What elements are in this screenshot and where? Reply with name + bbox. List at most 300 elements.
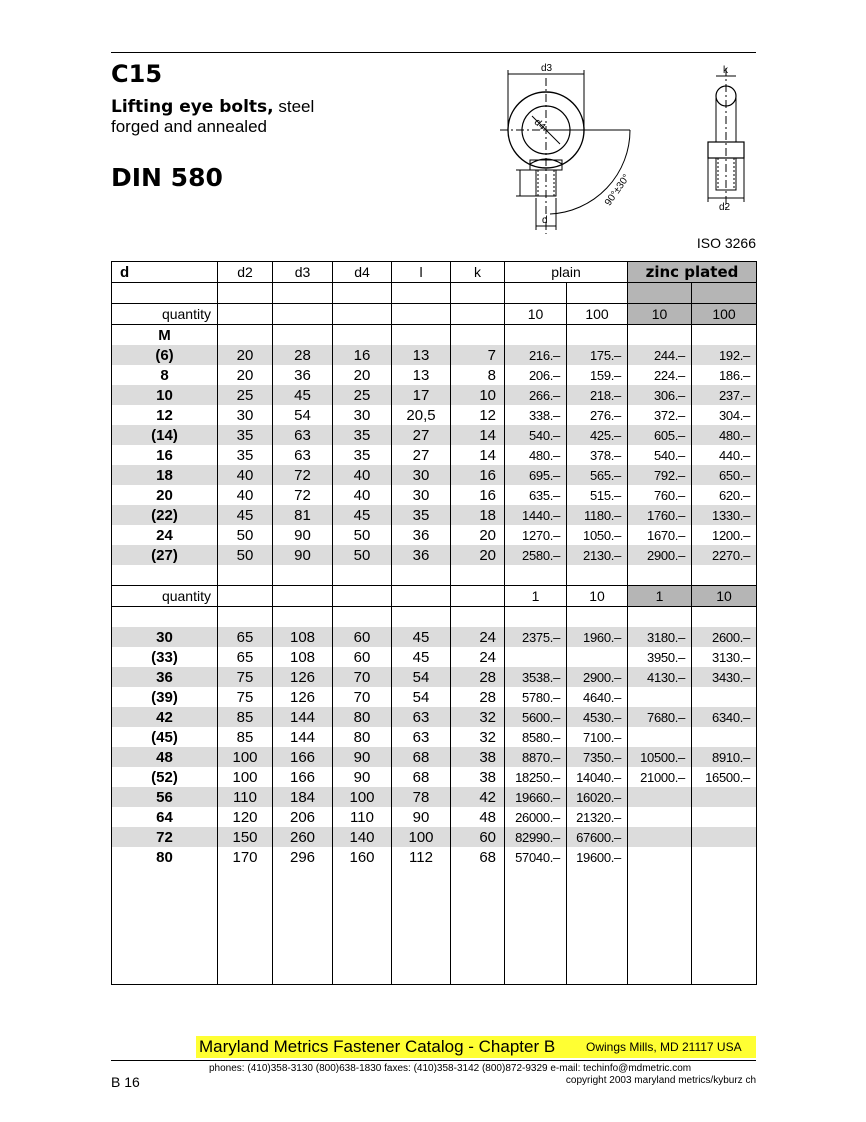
value-d3: 45 [273,385,333,405]
empty-cell [692,283,757,304]
value-k: 12 [451,405,505,425]
empty-cell [505,565,567,586]
empty-cell [333,304,392,325]
value-d4: 100 [333,787,392,807]
price-plain-large: 4640.– [567,687,628,707]
price-plain-large: 515.– [567,485,628,505]
quantity-row [112,586,757,607]
value-d3: 63 [273,425,333,445]
value-d2: 75 [218,687,273,707]
value-l: 100 [392,827,451,847]
dimension-price-table [111,261,757,985]
price-plain-large: 21320.– [567,807,628,827]
empty-cell [218,304,273,325]
d-label: d [542,215,548,226]
price-plain-large: 1180.– [567,505,628,525]
price-zinc-large: 192.– [692,345,757,365]
value-k: 14 [451,445,505,465]
value-d2: 50 [218,545,273,565]
empty-cell [333,283,392,304]
empty-cell [112,867,218,985]
thread-size: (52) [112,767,218,787]
price-plain-large: 67600.– [567,827,628,847]
value-l: 35 [392,505,451,525]
price-zinc-large: 186.– [692,365,757,385]
value-d4: 60 [333,647,392,667]
thread-size: (45) [112,727,218,747]
thread-size: 20 [112,485,218,505]
table-row [112,667,757,687]
empty-cell [333,325,392,346]
value-l: 13 [392,345,451,365]
price-zinc-small: 3180.– [628,627,692,647]
empty-cell [273,586,333,607]
price-plain-small: 8580.– [505,727,567,747]
empty-cell [692,325,757,346]
blank-row [112,283,757,304]
page-number: B 16 [111,1074,140,1090]
table-row [112,545,757,565]
table-row [112,627,757,647]
value-d2: 100 [218,747,273,767]
value-l: 30 [392,485,451,505]
value-d4: 90 [333,747,392,767]
price-zinc-small: 1670.– [628,525,692,545]
price-zinc-large: 8910.– [692,747,757,767]
price-zinc-large [692,847,757,867]
value-d3: 144 [273,727,333,747]
thread-size: 36 [112,667,218,687]
value-k: 28 [451,667,505,687]
price-plain-large: 14040.– [567,767,628,787]
value-l: 78 [392,787,451,807]
empty-cell [628,607,692,628]
table-row [112,647,757,667]
value-d2: 85 [218,707,273,727]
price-plain-small: 695.– [505,465,567,485]
price-plain-small: 26000.– [505,807,567,827]
value-l: 36 [392,525,451,545]
empty-cell [273,867,333,985]
price-plain-small: 18250.– [505,767,567,787]
value-d4: 90 [333,767,392,787]
value-d4: 35 [333,445,392,465]
price-zinc-small [628,727,692,747]
value-l: 13 [392,365,451,385]
value-l: 54 [392,687,451,707]
value-d3: 90 [273,545,333,565]
thread-size: 56 [112,787,218,807]
qty-plain-large: 100 [567,304,628,325]
table-row [112,787,757,807]
thread-prefix-row [112,325,757,346]
value-d2: 25 [218,385,273,405]
value-l: 30 [392,465,451,485]
thread-size: 10 [112,385,218,405]
qty-plain-small: 1 [505,586,567,607]
price-zinc-large: 3130.– [692,647,757,667]
value-d2: 40 [218,465,273,485]
empty-cell [692,565,757,586]
header-plain: plain [505,262,628,283]
value-k: 38 [451,767,505,787]
empty-cell [692,867,757,985]
empty-cell [392,304,451,325]
table-row [112,687,757,707]
price-zinc-large: 16500.– [692,767,757,787]
qty-zinc-large: 100 [692,304,757,325]
price-plain-small: 5780.– [505,687,567,707]
product-material: steel [273,97,315,116]
empty-cell [392,325,451,346]
empty-cell [333,867,392,985]
price-plain-large [567,647,628,667]
value-d3: 72 [273,465,333,485]
blank-row [112,607,757,628]
price-zinc-small: 21000.– [628,767,692,787]
value-d4: 35 [333,425,392,445]
empty-cell [218,867,273,985]
price-zinc-large: 480.– [692,425,757,445]
value-l: 90 [392,807,451,827]
value-k: 8 [451,365,505,385]
empty-cell [112,565,218,586]
empty-cell [392,867,451,985]
price-plain-large: 1050.– [567,525,628,545]
table-row [112,445,757,465]
value-d3: 90 [273,525,333,545]
table-row [112,465,757,485]
price-zinc-large: 304.– [692,405,757,425]
value-k: 68 [451,847,505,867]
table-row [112,425,757,445]
value-d4: 50 [333,525,392,545]
table-row [112,345,757,365]
price-zinc-large: 440.– [692,445,757,465]
price-plain-large: 4530.– [567,707,628,727]
table-row [112,485,757,505]
empty-cell [112,283,218,304]
price-zinc-large [692,807,757,827]
value-l: 45 [392,627,451,647]
price-zinc-small: 306.– [628,385,692,405]
empty-cell [273,304,333,325]
value-d2: 150 [218,827,273,847]
value-d3: 296 [273,847,333,867]
price-zinc-large [692,687,757,707]
value-k: 24 [451,627,505,647]
thread-size: 30 [112,627,218,647]
value-d4: 140 [333,827,392,847]
price-plain-small: 206.– [505,365,567,385]
qty-plain-small: 10 [505,304,567,325]
k-label: k [723,65,728,76]
product-subtitle: forged and annealed [111,117,267,136]
value-l: 68 [392,747,451,767]
thread-size: 12 [112,405,218,425]
value-d2: 45 [218,505,273,525]
price-zinc-small [628,687,692,707]
value-d3: 28 [273,345,333,365]
price-zinc-large: 2600.– [692,627,757,647]
thread-prefix: M [112,325,218,346]
value-d3: 108 [273,647,333,667]
thread-size: (27) [112,545,218,565]
empty-cell [692,607,757,628]
value-d4: 80 [333,727,392,747]
price-zinc-small: 540.– [628,445,692,465]
empty-cell [567,867,628,985]
empty-cell [392,565,451,586]
header-d: d [112,262,218,283]
price-zinc-small: 4130.– [628,667,692,687]
price-zinc-large: 1200.– [692,525,757,545]
value-k: 24 [451,647,505,667]
price-plain-large: 276.– [567,405,628,425]
quantity-row [112,304,757,325]
price-zinc-small [628,787,692,807]
value-k: 16 [451,485,505,505]
price-zinc-large: 237.– [692,385,757,405]
value-l: 36 [392,545,451,565]
d2-label: d2 [719,202,731,213]
value-k: 28 [451,687,505,707]
thread-size: (33) [112,647,218,667]
price-zinc-large: 2270.– [692,545,757,565]
price-plain-large: 2900.– [567,667,628,687]
header-d4: d4 [333,262,392,283]
column-header-row [112,262,757,283]
price-zinc-small: 792.– [628,465,692,485]
value-d2: 50 [218,525,273,545]
iso-reference: ISO 3266 [696,235,756,251]
technical-drawing [490,58,756,236]
value-d4: 70 [333,667,392,687]
value-k: 32 [451,727,505,747]
empty-cell [273,607,333,628]
price-plain-small: 82990.– [505,827,567,847]
value-l: 27 [392,445,451,465]
thread-size: 72 [112,827,218,847]
value-l: 27 [392,425,451,445]
value-d4: 20 [333,365,392,385]
thread-size: 42 [112,707,218,727]
price-zinc-large: 6340.– [692,707,757,727]
empty-cell [333,586,392,607]
price-zinc-large: 620.– [692,485,757,505]
thread-size: 8 [112,365,218,385]
price-plain-large: 19600.– [567,847,628,867]
value-d2: 120 [218,807,273,827]
price-zinc-large [692,827,757,847]
value-d3: 144 [273,707,333,727]
value-d3: 166 [273,747,333,767]
empty-cell [451,586,505,607]
value-k: 60 [451,827,505,847]
table-row [112,807,757,827]
empty-cell [218,607,273,628]
price-plain-small: 540.– [505,425,567,445]
empty-cell [451,325,505,346]
value-d2: 100 [218,767,273,787]
value-k: 10 [451,385,505,405]
price-zinc-small [628,847,692,867]
empty-cell [218,283,273,304]
price-plain-large: 159.– [567,365,628,385]
empty-cell [333,565,392,586]
empty-cell [451,607,505,628]
value-d2: 30 [218,405,273,425]
value-k: 48 [451,807,505,827]
price-plain-large: 175.– [567,345,628,365]
price-plain-small [505,647,567,667]
price-plain-large: 565.– [567,465,628,485]
empty-cell [567,325,628,346]
value-d2: 65 [218,627,273,647]
header-d3: d3 [273,262,333,283]
table-row [112,505,757,525]
price-zinc-large: 1330.– [692,505,757,525]
empty-cell [273,325,333,346]
table-row [112,827,757,847]
value-k: 14 [451,425,505,445]
value-d3: 81 [273,505,333,525]
empty-cell [392,607,451,628]
thread-size: (22) [112,505,218,525]
price-zinc-small: 7680.– [628,707,692,727]
price-zinc-large: 650.– [692,465,757,485]
value-k: 38 [451,747,505,767]
thread-size: 64 [112,807,218,827]
qty-zinc-small: 10 [628,304,692,325]
value-d4: 50 [333,545,392,565]
empty-cell [273,283,333,304]
empty-cell [567,283,628,304]
quantity-label: quantity [112,304,218,325]
price-plain-large: 7100.– [567,727,628,747]
table-row [112,365,757,385]
value-d3: 63 [273,445,333,465]
value-l: 54 [392,667,451,687]
value-d3: 72 [273,485,333,505]
price-plain-small: 8870.– [505,747,567,767]
price-zinc-small [628,807,692,827]
empty-cell [218,325,273,346]
value-d2: 65 [218,647,273,667]
empty-cell [567,565,628,586]
thread-size: 80 [112,847,218,867]
empty-cell [628,283,692,304]
price-plain-small: 1270.– [505,525,567,545]
header-zinc-plated: zinc plated [628,262,757,283]
table-row [112,385,757,405]
value-d2: 75 [218,667,273,687]
empty-cell [628,325,692,346]
d4-label: d4 [531,116,548,133]
footer-rule [111,1060,756,1061]
empty-cell [218,565,273,586]
value-l: 63 [392,707,451,727]
price-zinc-large [692,727,757,747]
price-zinc-small: 1760.– [628,505,692,525]
d3-label: d3 [541,63,553,74]
value-k: 18 [451,505,505,525]
thread-size: 48 [112,747,218,767]
copyright: copyright 2003 maryland metrics/kyburz ch [565,1075,756,1086]
price-plain-large: 218.– [567,385,628,405]
value-d4: 25 [333,385,392,405]
price-zinc-small: 10500.– [628,747,692,767]
value-l: 68 [392,767,451,787]
standard-number: DIN 580 [111,163,223,192]
thread-size: 16 [112,445,218,465]
value-d3: 36 [273,365,333,385]
value-d2: 20 [218,345,273,365]
price-plain-small: 19660.– [505,787,567,807]
value-d2: 170 [218,847,273,867]
quantity-label: quantity [112,586,218,607]
price-plain-large: 7350.– [567,747,628,767]
empty-cell [112,607,218,628]
empty-cell [451,565,505,586]
top-rule [111,52,756,53]
price-plain-small: 266.– [505,385,567,405]
price-plain-small: 2375.– [505,627,567,647]
empty-cell [392,283,451,304]
value-d4: 40 [333,485,392,505]
value-d3: 260 [273,827,333,847]
empty-cell [218,586,273,607]
value-d3: 206 [273,807,333,827]
value-d2: 35 [218,445,273,465]
thread-size: 24 [112,525,218,545]
angle-label: 90°±30° [602,172,633,209]
blank-row [112,565,757,586]
value-l: 17 [392,385,451,405]
filler-row [112,867,757,985]
value-k: 16 [451,465,505,485]
price-plain-large: 2130.– [567,545,628,565]
price-zinc-small: 372.– [628,405,692,425]
product-name: Lifting eye bolts, [111,97,274,117]
price-zinc-large [692,787,757,807]
value-d3: 126 [273,687,333,707]
value-d4: 30 [333,405,392,425]
empty-cell [505,283,567,304]
price-plain-large: 425.– [567,425,628,445]
table-row [112,405,757,425]
qty-zinc-large: 10 [692,586,757,607]
price-zinc-small [628,827,692,847]
price-plain-small: 480.– [505,445,567,465]
table-row [112,767,757,787]
value-d4: 80 [333,707,392,727]
qty-plain-large: 10 [567,586,628,607]
price-plain-small: 5600.– [505,707,567,727]
price-zinc-small: 3950.– [628,647,692,667]
price-zinc-small: 760.– [628,485,692,505]
price-plain-small: 2580.– [505,545,567,565]
value-k: 42 [451,787,505,807]
price-plain-small: 338.– [505,405,567,425]
value-k: 20 [451,545,505,565]
catalog-code: C15 [111,60,163,88]
empty-cell [333,607,392,628]
price-plain-large: 1960.– [567,627,628,647]
empty-cell [392,586,451,607]
value-d4: 40 [333,465,392,485]
empty-cell [451,867,505,985]
